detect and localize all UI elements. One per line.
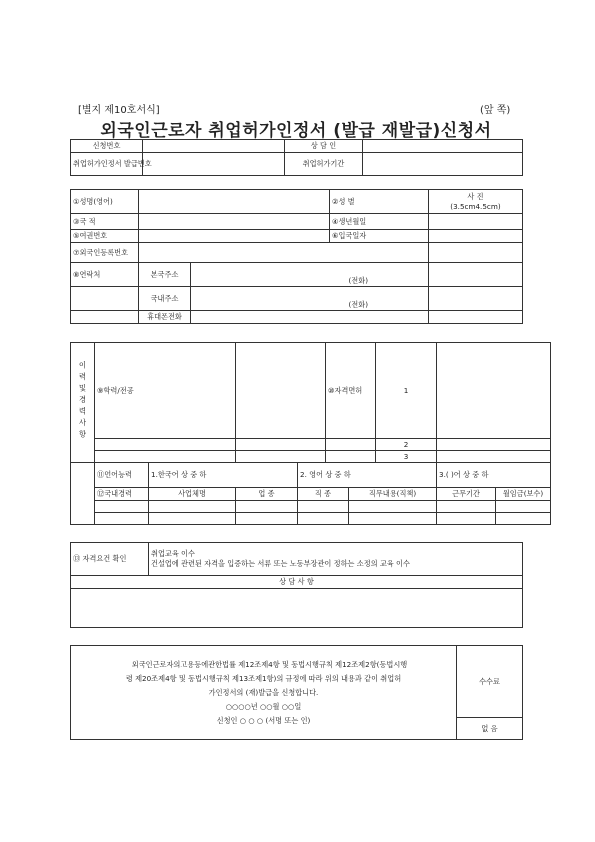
career-row-1[interactable]: [149, 501, 236, 513]
mobile-field[interactable]: [191, 311, 429, 324]
home-address-field[interactable]: [191, 263, 429, 287]
blank-cell-3: [429, 287, 523, 311]
fee-label: 수수료: [457, 646, 523, 718]
passport-label: ⑤여권번호: [71, 230, 139, 243]
home-phone-note: (전화): [348, 276, 368, 285]
career-table: [70, 342, 551, 525]
nationality-label: ③국 적: [71, 214, 139, 230]
certificate-number-label: 취업허가인정서 발급번호: [71, 153, 143, 176]
name-field[interactable]: [139, 190, 330, 214]
education-field[interactable]: [236, 343, 326, 439]
photo-area: [429, 214, 523, 230]
blank-cell-5: [429, 311, 523, 324]
declaration-line-2: 령 제20조제4항 및 동법시행규칙 제13조제1항)의 규정에 따라 위의 내용과 같이 취업허: [125, 673, 402, 683]
blank-cell-1: [429, 263, 523, 287]
personal-info-table: [70, 189, 523, 324]
declaration-text: [71, 646, 457, 740]
license-label: ⑩자격면허: [326, 343, 376, 439]
col-period: 근무기간: [437, 488, 496, 501]
declaration-line-1: 외국인근로자의고용등에관한법률 제12조제4항 및 동법시행규칙 제12조제2항(동법시행: [131, 659, 408, 669]
license-field-3[interactable]: [437, 451, 551, 463]
career-section-label: 이력및경력사항: [71, 343, 95, 463]
education-label: ⑨학력/전공: [95, 343, 236, 439]
counseling-header: 상 담 사 항: [71, 576, 523, 589]
license-num-3: 3: [376, 451, 437, 463]
fee-value: 없 음: [457, 718, 523, 740]
option-training[interactable]: 취업교육 이수: [151, 549, 195, 558]
application-number-field[interactable]: [143, 140, 285, 153]
mobile-label: 휴대폰전화: [139, 311, 191, 324]
qualification-label: ⑬ 자격요건 확인: [71, 543, 149, 576]
language-korean[interactable]: 1.한국어 상 중 하: [149, 463, 298, 488]
application-number-label: 신청번호: [71, 140, 143, 153]
local-address-field[interactable]: [191, 287, 429, 311]
passport-field[interactable]: [139, 230, 330, 243]
form-title: 외국인근로자 취업허가인정서 (발급 재발급)신청서: [100, 121, 492, 141]
contact-label: ⑧연락처: [71, 263, 139, 287]
photo-area-2: [429, 230, 523, 243]
photo-area-3: [429, 243, 523, 263]
photo-box: 사 진 (3.5cm4.5cm): [429, 190, 523, 214]
qualification-options[interactable]: [149, 543, 523, 576]
declaration-line-3: 가인정서의 (재)발급을 신청합니다.: [208, 687, 319, 697]
alien-registration-label: ⑦외국인등록번호: [71, 243, 139, 263]
language-label: ⑪언어능력: [95, 463, 149, 488]
counselor-label: 상 담 인: [285, 140, 363, 153]
employment-period-label: 취업허가기간: [285, 153, 363, 176]
blank-cell-2: [71, 287, 139, 311]
office-use-table: [70, 139, 523, 176]
license-field-2[interactable]: [437, 439, 551, 451]
col-occupation: 직 종: [298, 488, 349, 501]
license-num-2: 2: [376, 439, 437, 451]
col-industry: 업 종: [236, 488, 298, 501]
local-phone-note: (전화): [348, 300, 368, 309]
blank-left-cell: [71, 463, 95, 525]
name-label: ①성명(영어): [71, 190, 139, 214]
birth-date-label: ④생년월일: [330, 214, 429, 230]
col-wage: 월임금(보수): [496, 488, 551, 501]
option-construction[interactable]: 건설업에 관련된 자격을 입증하는 서류 또는 노동부장관이 정하는 소정의 교육 이수: [151, 559, 410, 568]
qualification-table: [70, 542, 523, 628]
language-other[interactable]: 3.( )어 상 중 하: [437, 463, 551, 488]
nationality-field[interactable]: [139, 214, 330, 230]
domestic-career-label: ⑫국내경력: [95, 488, 149, 501]
career-row-2[interactable]: [149, 513, 236, 525]
alien-registration-field[interactable]: [139, 243, 429, 263]
license-field-1[interactable]: [437, 343, 551, 439]
blank-cell-4: [71, 311, 139, 324]
applicant-signature: 신청인 ○ ○ ○ (서명 또는 인): [216, 715, 311, 725]
counseling-field[interactable]: [71, 589, 523, 628]
col-company: 사업체명: [149, 488, 236, 501]
entry-date-label: ⑥입국일자: [330, 230, 429, 243]
declaration-table: [70, 645, 523, 740]
license-num-1: 1: [376, 343, 437, 439]
employment-period-field[interactable]: [363, 153, 523, 176]
certificate-number-field[interactable]: [143, 153, 285, 176]
gender-label: ②성 별: [330, 190, 429, 214]
local-address-label: 국내주소: [139, 287, 191, 311]
language-english[interactable]: 2. 영어 상 중 하: [298, 463, 437, 488]
home-address-label: 본국주소: [139, 263, 191, 287]
page-side: (앞 쪽): [480, 105, 511, 116]
counselor-field[interactable]: [363, 140, 523, 153]
col-duties: 직무내용(직책): [349, 488, 437, 501]
form-number: [별지 제10호서식]: [78, 105, 160, 116]
application-date: ○○○○년 ○○월 ○○일: [225, 701, 302, 711]
